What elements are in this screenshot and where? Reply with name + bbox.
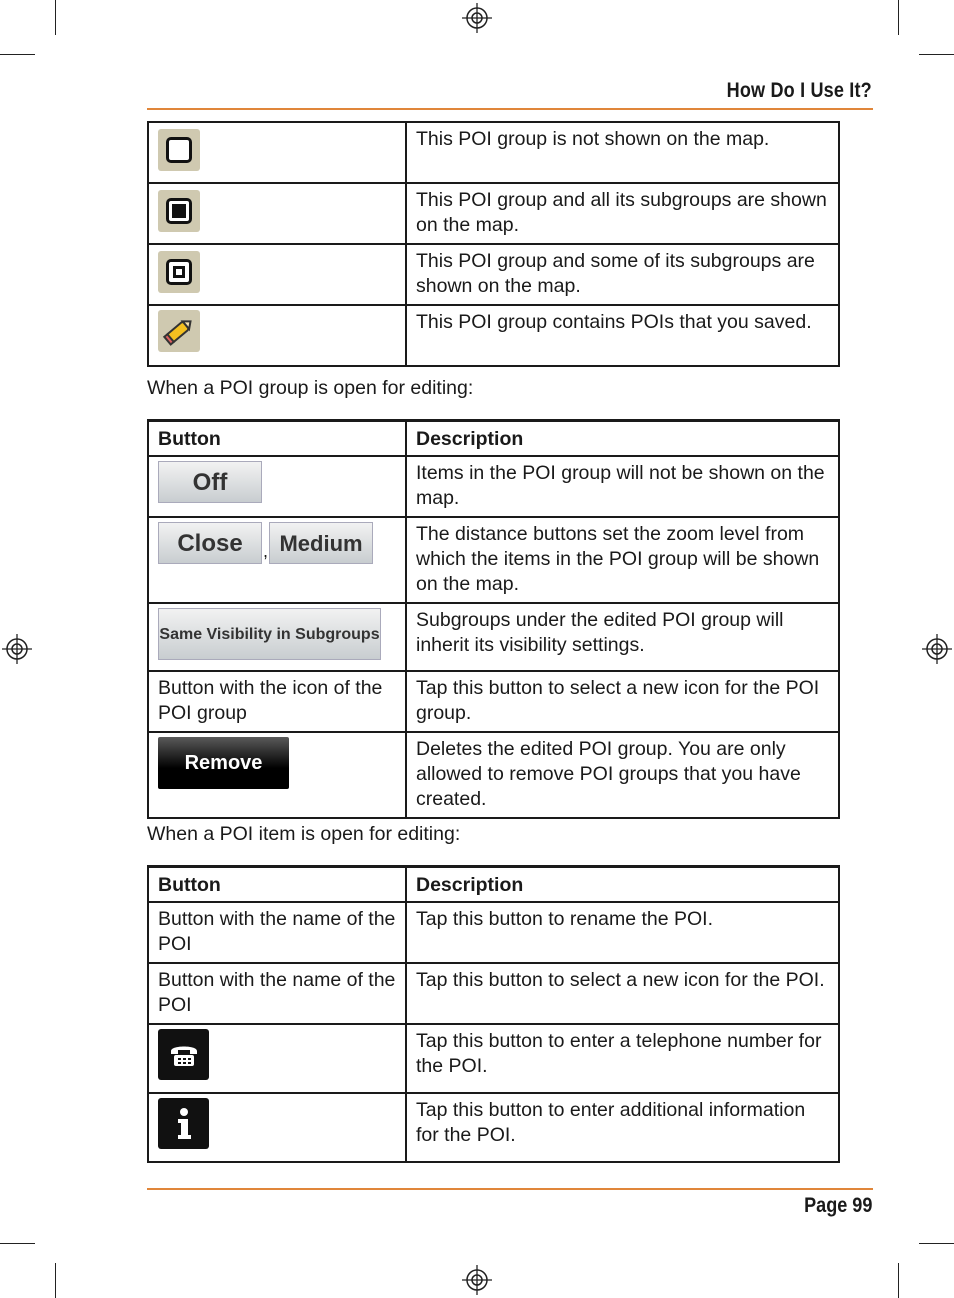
- table-row: [148, 1024, 839, 1093]
- registration-mark-icon: [462, 3, 492, 33]
- row-description: This POI group contains POIs that you saved.: [406, 305, 839, 366]
- empty-checkbox-icon: [158, 129, 200, 171]
- crop-mark: [55, 1263, 56, 1298]
- header-rule: [147, 108, 873, 110]
- table-row: [148, 732, 839, 818]
- group-editing-table: [147, 419, 840, 819]
- footer-rule: [147, 1188, 873, 1190]
- telephone-icon[interactable]: [158, 1029, 209, 1080]
- page-number: Page 99: [803, 1194, 872, 1217]
- crop-mark: [919, 1243, 954, 1244]
- crop-mark: [0, 54, 35, 55]
- crop-mark: [898, 0, 899, 35]
- row-button-text: Button with the name of the POI: [148, 963, 406, 1024]
- off-button[interactable]: Off: [158, 461, 262, 503]
- group-editing-intro: When a POI group is open for editing:: [147, 377, 474, 399]
- page-header-title: How Do I Use It?: [726, 79, 872, 102]
- column-header-description: Description: [406, 421, 839, 457]
- close-button[interactable]: Close: [158, 522, 262, 564]
- table-row: [148, 183, 839, 244]
- column-header-button: Button: [148, 421, 406, 457]
- row-description: This POI group is not shown on the map.: [406, 122, 839, 183]
- crop-mark: [55, 0, 56, 35]
- row-description: Items in the POI group will not be shown on the map.: [406, 456, 839, 517]
- row-description: This POI group and some of its subgroups are shown on the map.: [406, 244, 839, 305]
- row-description: Tap this button to select a new icon for the POI group.: [406, 671, 839, 732]
- table-row: [148, 963, 839, 1024]
- item-editing-intro: When a POI item is open for editing:: [147, 823, 461, 845]
- table-row: [148, 603, 839, 671]
- table-row: [148, 244, 839, 305]
- row-description: Tap this button to select a new icon for the POI.: [406, 963, 839, 1024]
- row-button-text: Button with the name of the POI: [148, 902, 406, 963]
- table-header-row: [148, 421, 839, 457]
- registration-mark-icon: [922, 634, 952, 664]
- pencil-icon: [158, 310, 200, 352]
- crop-mark: [0, 1243, 35, 1244]
- medium-button[interactable]: Medium: [269, 522, 373, 564]
- table-row: [148, 1093, 839, 1162]
- row-description: The distance buttons set the zoom level from which the items in the POI group will be shown on the map.: [406, 517, 839, 603]
- info-icon[interactable]: [158, 1098, 209, 1149]
- table-row: [148, 902, 839, 963]
- separator: ,: [263, 541, 269, 561]
- same-visibility-button[interactable]: Same Visibility in Subgroups: [158, 608, 381, 660]
- row-description: Tap this button to enter additional information for the POI.: [406, 1093, 839, 1162]
- table-row: [148, 122, 839, 183]
- filled-checkbox-icon: [158, 190, 200, 232]
- visibility-icon-table: [147, 121, 840, 367]
- table-row: [148, 456, 839, 517]
- table-header-row: [148, 867, 839, 903]
- table-row: [148, 671, 839, 732]
- row-description: Subgroups under the edited POI group will inherit its visibility settings.: [406, 603, 839, 671]
- row-button-text: Button with the icon of the POI group: [148, 671, 406, 732]
- table-row: [148, 305, 839, 366]
- crop-mark: [919, 54, 954, 55]
- remove-button[interactable]: Remove: [158, 737, 289, 789]
- row-description: Deletes the edited POI group. You are only allowed to remove POI groups that you have created.: [406, 732, 839, 818]
- crop-mark: [898, 1263, 899, 1298]
- registration-mark-icon: [2, 634, 32, 664]
- partial-checkbox-icon: [158, 251, 200, 293]
- item-editing-table: [147, 865, 840, 1163]
- column-header-description: Description: [406, 867, 839, 903]
- row-description: This POI group and all its subgroups are shown on the map.: [406, 183, 839, 244]
- column-header-button: Button: [148, 867, 406, 903]
- row-description: Tap this button to rename the POI.: [406, 902, 839, 963]
- row-description: Tap this button to enter a telephone number for the POI.: [406, 1024, 839, 1093]
- registration-mark-icon: [462, 1265, 492, 1295]
- table-row: [148, 517, 839, 603]
